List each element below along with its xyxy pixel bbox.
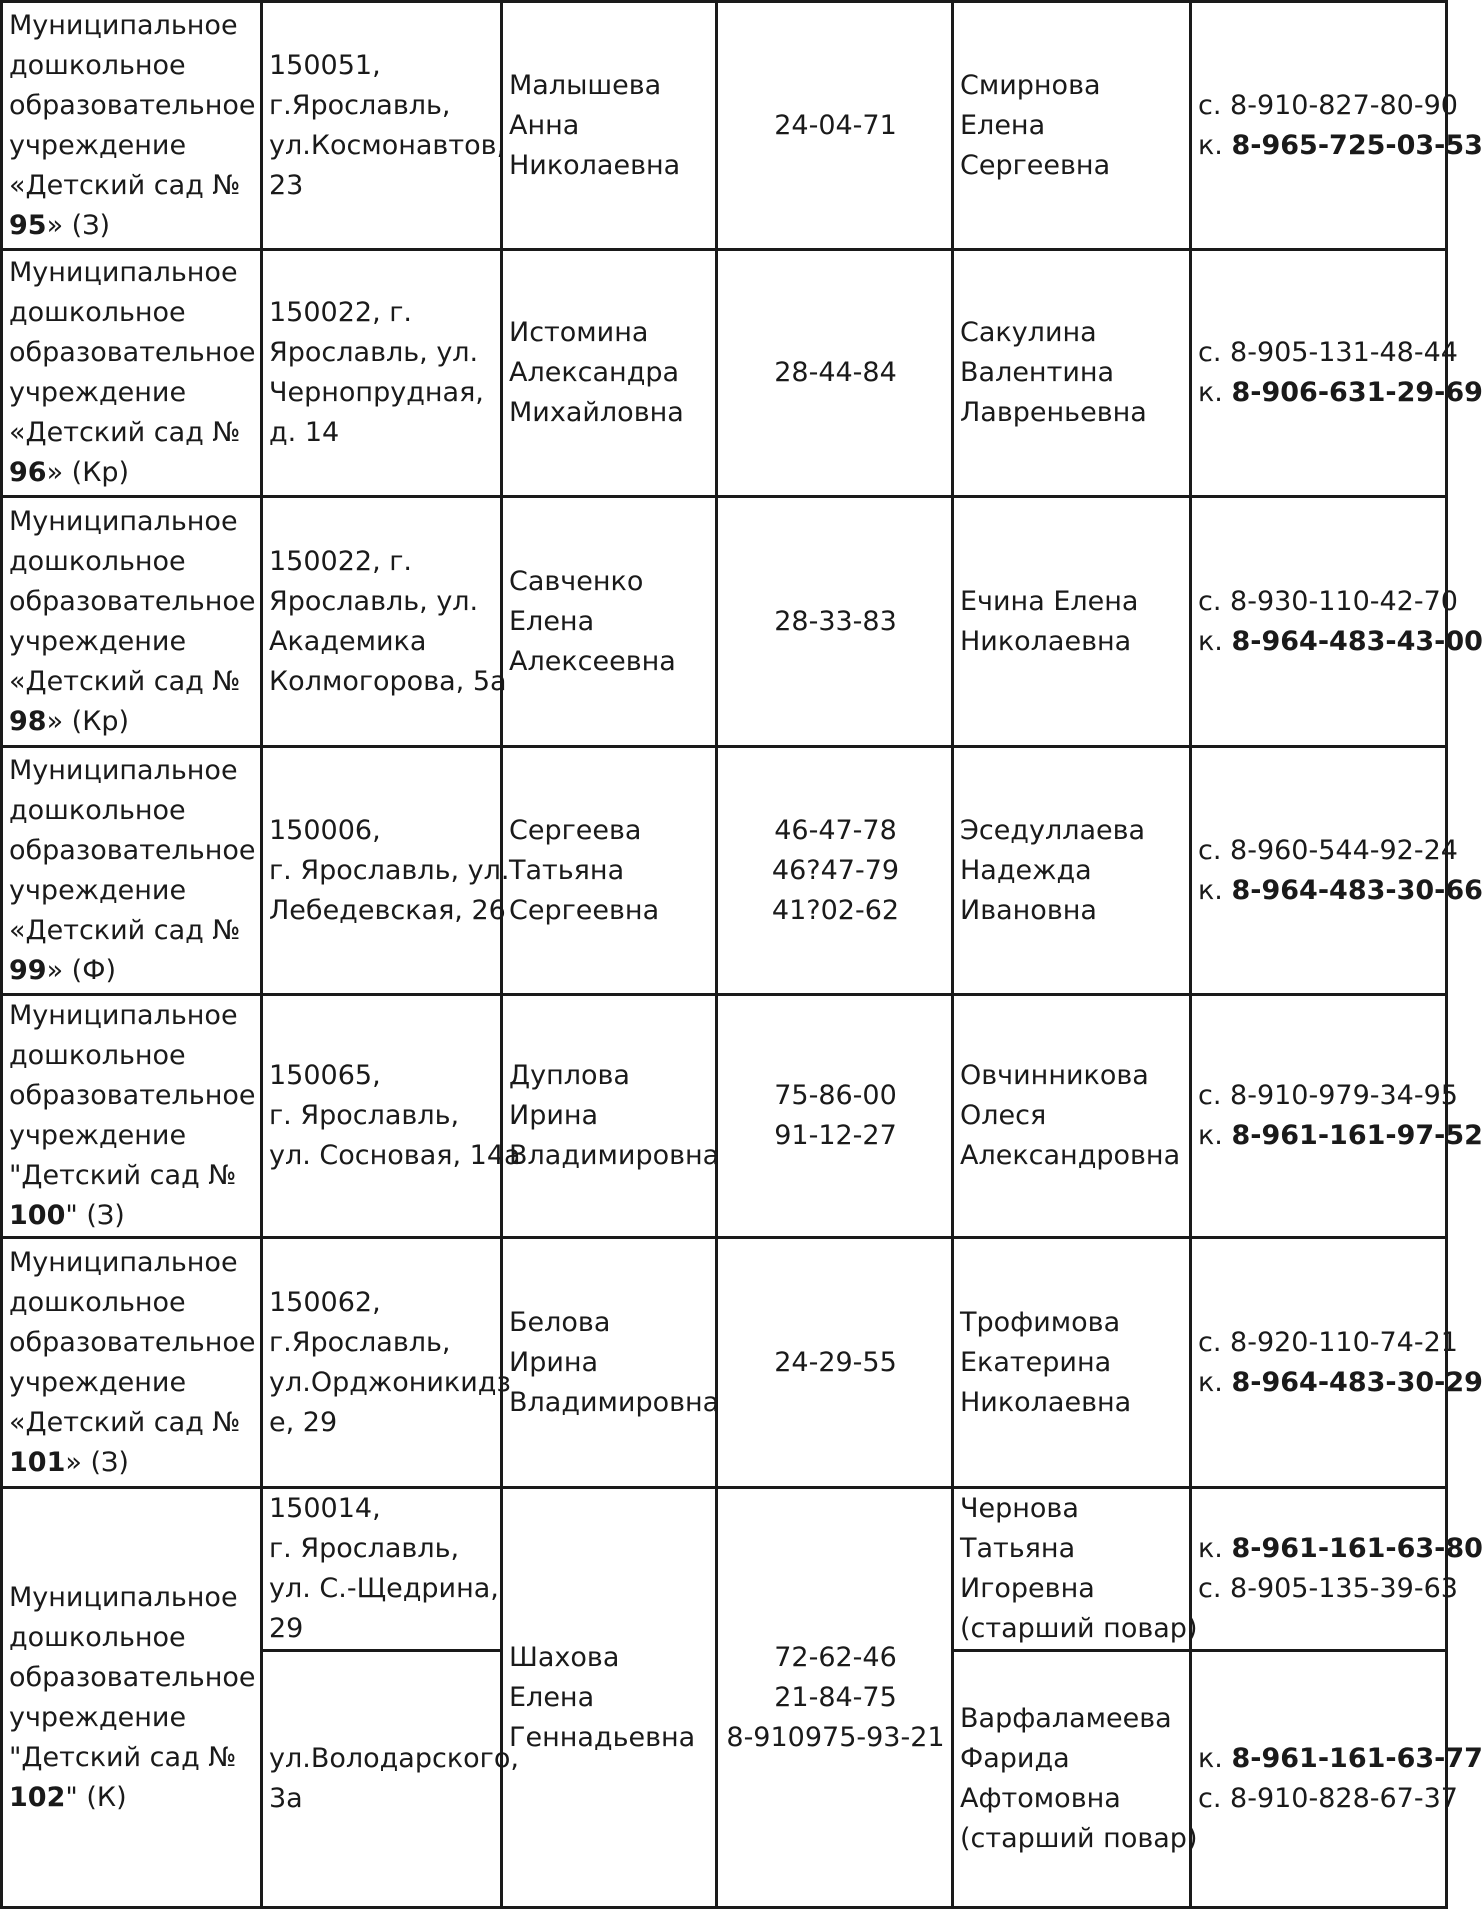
institution-name-line: образовательное xyxy=(9,89,256,121)
head-name-cell-line: Дуплова xyxy=(509,1060,630,1091)
institution-name-line: дошкольное xyxy=(9,794,186,826)
kindergarten-number: 96 xyxy=(9,457,47,488)
institution-name-line: образовательное xyxy=(9,1661,256,1693)
institution-name-line: «Детский сад № xyxy=(9,169,241,201)
address-cell-line: 150051, xyxy=(269,49,381,81)
mobile-phones-cell xyxy=(1191,1651,1483,1908)
head-name-cell xyxy=(502,497,717,747)
head-name-cell-line: Александра xyxy=(509,357,680,388)
mobile-phone-number: 8-964-483-43-00 xyxy=(1231,625,1483,657)
institution-name-line: Муниципальное xyxy=(9,1581,238,1613)
address-cell xyxy=(262,250,502,497)
mobile-phones-cell xyxy=(1191,747,1483,995)
table-row xyxy=(2,497,1447,747)
institution-name-line: дошкольное xyxy=(9,545,186,577)
table-row xyxy=(2,1238,1447,1488)
cook-name-cell-line: Николаевна xyxy=(960,1386,1132,1418)
head-name-cell-line: Геннадьевна xyxy=(509,1721,696,1753)
institution-name-line: Муниципальное xyxy=(9,754,238,786)
address-cell-line: е, 29 xyxy=(269,1406,338,1438)
table-row xyxy=(2,1488,1447,1651)
mobile-phones-cell xyxy=(1191,250,1483,497)
institution-name-line: учреждение xyxy=(9,625,187,657)
cook-name-cell-line: Фарида xyxy=(960,1743,1070,1774)
mobile-phone-line xyxy=(1198,1739,1483,1779)
mobile-phone-line xyxy=(1198,1076,1458,1116)
cook-name-cell-line: Смирнова xyxy=(960,69,1101,101)
cook-name-cell xyxy=(953,747,1191,995)
address-cell-line: г.Ярославль, xyxy=(269,1326,451,1358)
address-cell-line: Ярославль, ул. xyxy=(269,337,479,368)
head-name-cell-line: Сергеева xyxy=(509,814,642,846)
institution-name-line: образовательное xyxy=(9,1080,256,1111)
address-cell-line: г.Ярославль, xyxy=(269,89,451,121)
table-row xyxy=(2,747,1447,995)
address-cell-line: 150022, г. xyxy=(269,297,413,328)
address-cell-line: Колмогорова, 5а xyxy=(269,665,507,697)
address-cell-line: Чернопрудная, xyxy=(269,377,484,408)
head-name-cell-line: Савченко xyxy=(509,565,644,597)
cook-name-cell-line: Татьяна xyxy=(960,1533,1076,1564)
cook-name-cell-line: Варфаламеева xyxy=(960,1703,1172,1734)
phone-type-prefix: с. xyxy=(1198,585,1222,617)
cook-name-cell-line: Ивановна xyxy=(960,894,1097,926)
kindergarten-number-line xyxy=(9,1443,256,1483)
institution-name-line: «Детский сад № xyxy=(9,1406,241,1438)
mobile-phone-number: 8-905-135-39-63 xyxy=(1230,1573,1458,1604)
institution-name-line: учреждение xyxy=(9,1701,187,1733)
mobile-phone-number: 8-905-131-48-44 xyxy=(1230,337,1458,368)
phone-cell xyxy=(717,747,953,995)
institution-name-line: "Детский сад № xyxy=(9,1741,237,1773)
address-cell xyxy=(262,747,510,995)
head-name-cell-line: Владимировна xyxy=(509,1140,720,1171)
cook-name-cell xyxy=(953,1238,1191,1488)
cook-name-cell-line: Валентина xyxy=(960,357,1115,388)
mobile-phones-cell xyxy=(1191,2,1483,250)
mobile-phone-line xyxy=(1198,333,1458,373)
head-name-cell-line: Елена xyxy=(509,605,595,637)
phone-type-prefix: к. xyxy=(1198,1743,1223,1774)
institution-name-line: Муниципальное xyxy=(9,1000,238,1031)
cook-name-cell xyxy=(953,995,1191,1238)
address-cell-line: 150022, г. xyxy=(269,545,413,577)
phone-type-prefix: к. xyxy=(1198,129,1223,161)
address-cell-line: ул. С.-Щедрина, xyxy=(269,1573,499,1604)
kindergarten-number-line xyxy=(9,206,256,246)
mobile-phone-number: 8-961-161-63-80 xyxy=(1231,1533,1483,1564)
head-name-cell xyxy=(502,1238,720,1488)
head-name-cell-line: Татьяна xyxy=(509,854,625,886)
address-cell xyxy=(262,497,507,747)
district-code: » (Ф) xyxy=(46,954,116,986)
cook-name-cell xyxy=(953,1488,1198,1651)
mobile-phone-line xyxy=(1198,831,1458,871)
institution-name-line: учреждение xyxy=(9,129,187,161)
address-cell xyxy=(262,995,521,1238)
address-cell-line: г. Ярославль, xyxy=(269,1100,460,1131)
kindergarten-number-line xyxy=(9,453,256,493)
address-cell xyxy=(262,1651,519,1908)
district-code: » (З) xyxy=(65,1446,129,1478)
phone-cell xyxy=(717,250,953,497)
phone-type-prefix: с. xyxy=(1198,1326,1222,1358)
head-name-cell xyxy=(502,995,720,1238)
mobile-phone-number: 8-961-161-63-77 xyxy=(1231,1743,1483,1774)
institution-name-cell xyxy=(2,747,262,995)
phone-cell-line: 28-33-83 xyxy=(774,605,897,637)
mobile-phone-number: 8-930-110-42-70 xyxy=(1230,585,1458,617)
institution-name-line: «Детский сад № xyxy=(9,914,241,946)
cook-name-cell xyxy=(953,497,1191,747)
phone-type-prefix: с. xyxy=(1198,337,1222,368)
institution-name-line: дошкольное xyxy=(9,1621,186,1653)
institution-name-line: образовательное xyxy=(9,585,256,617)
cook-name-cell-line: Овчинникова xyxy=(960,1060,1149,1091)
cook-name-cell xyxy=(953,250,1191,497)
phone-cell-line: 8-910975-93-21 xyxy=(726,1721,945,1753)
phone-cell xyxy=(717,497,953,747)
institution-name-cell xyxy=(2,497,262,747)
phone-type-prefix: с. xyxy=(1198,834,1222,866)
phone-cell xyxy=(717,1238,953,1488)
address-cell-line: ул. Сосновая, 14а xyxy=(269,1140,521,1171)
cook-name-cell-line: Александровна xyxy=(960,1140,1181,1171)
mobile-phone-line xyxy=(1198,373,1483,413)
head-name-cell-line: Ирина xyxy=(509,1346,599,1378)
institution-name-line: дошкольное xyxy=(9,297,186,328)
institution-name-cell xyxy=(2,995,262,1238)
mobile-phone-line xyxy=(1198,1569,1458,1609)
head-name-cell xyxy=(502,2,717,250)
institution-name-line: учреждение xyxy=(9,1120,187,1151)
head-name-cell-line: Владимировна xyxy=(509,1386,720,1418)
phone-cell xyxy=(717,995,953,1238)
head-name-cell-line: Анна xyxy=(509,109,580,141)
head-name-cell-line: Николаевна xyxy=(509,149,681,181)
cook-name-cell-line: Екатерина xyxy=(960,1346,1112,1378)
head-name-cell xyxy=(502,250,717,497)
phone-type-prefix: с. xyxy=(1198,1783,1222,1814)
cook-name-cell-line: Ечина Елена xyxy=(960,585,1139,617)
institution-name-line: Муниципальное xyxy=(9,1246,238,1278)
table-row xyxy=(2,995,1447,1238)
kindergarten-number-line xyxy=(9,1196,256,1236)
mobile-phone-line xyxy=(1198,622,1483,662)
mobile-phone-number: 8-910-827-80-90 xyxy=(1230,89,1458,121)
address-cell-line: ул.Космонавтов, xyxy=(269,129,506,161)
institution-name-line: образовательное xyxy=(9,834,256,866)
kindergarten-number-line xyxy=(9,951,256,991)
institution-name-line: учреждение xyxy=(9,1366,187,1398)
district-code: " (К) xyxy=(65,1781,127,1813)
phone-cell-line: 46-47-78 xyxy=(774,814,897,846)
kindergarten-number: 98 xyxy=(9,705,47,737)
phone-cell-line: 75-86-00 xyxy=(774,1080,897,1111)
institution-name-line: образовательное xyxy=(9,1326,256,1358)
mobile-phones-cell xyxy=(1191,1488,1483,1651)
mobile-phone-number: 8-964-483-30-29 xyxy=(1231,1366,1483,1398)
mobile-phone-number: 8-920-110-74-21 xyxy=(1230,1326,1458,1358)
phone-type-prefix: к. xyxy=(1198,625,1223,657)
mobile-phone-number: 8-961-161-97-52 xyxy=(1231,1120,1483,1151)
mobile-phone-line xyxy=(1198,1363,1483,1403)
address-cell-line: 23 xyxy=(269,169,304,201)
head-name-cell-line: Ирина xyxy=(509,1100,599,1131)
institution-name-line: "Детский сад № xyxy=(9,1160,237,1191)
mobile-phone-number: 8-964-483-30-66 xyxy=(1231,874,1483,906)
cook-name-cell-line: Олеся xyxy=(960,1100,1047,1131)
address-cell xyxy=(262,1488,502,1651)
mobile-phone-number: 8-906-631-29-69 xyxy=(1231,377,1483,408)
institution-name-line: Муниципальное xyxy=(9,257,238,288)
mobile-phone-number: 8-910-979-34-95 xyxy=(1230,1080,1458,1111)
address-cell xyxy=(262,1238,511,1488)
table-row xyxy=(2,250,1447,497)
mobile-phone-line xyxy=(1198,1779,1458,1819)
kindergarten-number-line xyxy=(9,702,256,742)
cook-name-cell-line: Трофимова xyxy=(960,1306,1121,1338)
institution-name-cell xyxy=(2,1488,262,1908)
cook-name-cell-line: Елена xyxy=(960,109,1046,141)
head-name-cell-line: Истомина xyxy=(509,317,649,348)
address-cell-line: Ярославль, ул. xyxy=(269,585,479,617)
address-cell-line: ул.Володарского, xyxy=(269,1743,519,1774)
kindergarten-number-line xyxy=(9,1778,256,1818)
cook-name-cell-line: (старший повар) xyxy=(960,1823,1198,1854)
phone-cell xyxy=(717,1488,953,1908)
cook-name-cell xyxy=(953,1651,1198,1908)
phone-type-prefix: к. xyxy=(1198,377,1223,408)
mobile-phone-line xyxy=(1198,871,1483,911)
kindergarten-number: 102 xyxy=(9,1781,66,1813)
phone-type-prefix: с. xyxy=(1198,1080,1222,1111)
district-code: " (З) xyxy=(65,1200,125,1231)
address-cell-line: д. 14 xyxy=(269,417,340,448)
cook-name-cell-line: Николаевна xyxy=(960,625,1132,657)
address-cell-line: 150014, xyxy=(269,1493,381,1524)
cook-name-cell-line: Игоревна xyxy=(960,1573,1095,1604)
phone-type-prefix: с. xyxy=(1198,1573,1222,1604)
phone-cell-line: 24-04-71 xyxy=(774,109,897,141)
institution-name-line: учреждение xyxy=(9,874,187,906)
phone-cell-line: 72-62-46 xyxy=(774,1641,897,1673)
phone-cell-line: 46?47-79 xyxy=(771,854,900,886)
address-cell-line: 150062, xyxy=(269,1286,381,1318)
address-cell-line: 3а xyxy=(269,1783,303,1814)
institution-name-cell xyxy=(2,2,262,250)
cook-name-cell-line: Чернова xyxy=(960,1493,1079,1524)
institution-name-cell xyxy=(2,250,262,497)
address-cell-line: ул.Орджоникидз xyxy=(269,1366,511,1398)
phone-cell-line: 91-12-27 xyxy=(774,1120,897,1151)
institution-name-line: образовательное xyxy=(9,337,256,368)
head-name-cell-line: Сергеевна xyxy=(509,894,660,926)
phone-cell xyxy=(717,2,953,250)
district-code: » (Кр) xyxy=(46,705,130,737)
kindergarten-number: 95 xyxy=(9,209,47,241)
institution-name-line: «Детский сад № xyxy=(9,417,241,448)
phone-cell-line: 41?02-62 xyxy=(771,894,900,926)
mobile-phone-line xyxy=(1198,86,1458,126)
head-name-cell-line: Белова xyxy=(509,1306,611,1338)
mobile-phone-line xyxy=(1198,1323,1458,1363)
head-name-cell-line: Шахова xyxy=(509,1641,620,1673)
institution-name-line: Муниципальное xyxy=(9,9,238,41)
address-cell xyxy=(262,2,506,250)
phone-cell-line: 28-44-84 xyxy=(774,357,897,388)
head-name-cell xyxy=(502,747,717,995)
institution-name-line: дошкольное xyxy=(9,49,186,81)
cook-name-cell-line: (старший повар) xyxy=(960,1613,1198,1644)
phone-cell-line: 24-29-55 xyxy=(774,1346,897,1378)
district-code: » (Кр) xyxy=(46,457,130,488)
institution-name-line: «Детский сад № xyxy=(9,665,241,697)
district-code: » (З) xyxy=(46,209,111,241)
mobile-phone-line xyxy=(1198,582,1458,622)
address-cell-line: г. Ярославль, ул. xyxy=(269,854,510,886)
mobile-phone-line xyxy=(1198,1529,1483,1569)
institution-name-line: дошкольное xyxy=(9,1040,186,1071)
institution-name-line: дошкольное xyxy=(9,1286,186,1318)
phone-type-prefix: к. xyxy=(1198,1366,1223,1398)
address-cell-line: 29 xyxy=(269,1613,304,1644)
phone-type-prefix: к. xyxy=(1198,874,1223,906)
address-cell-line: г. Ярославль, xyxy=(269,1533,460,1564)
cook-name-cell xyxy=(953,2,1191,250)
head-name-cell-line: Алексеевна xyxy=(509,645,676,677)
mobile-phone-number: 8-960-544-92-24 xyxy=(1230,834,1458,866)
mobile-phones-cell xyxy=(1191,1238,1483,1488)
address-cell-line: 150065, xyxy=(269,1060,381,1091)
head-name-cell-line: Михайловна xyxy=(509,397,684,428)
head-name-cell xyxy=(502,1488,717,1908)
head-name-cell-line: Елена xyxy=(509,1681,595,1713)
phone-type-prefix: к. xyxy=(1198,1533,1223,1564)
kindergarten-number: 101 xyxy=(9,1446,66,1478)
mobile-phones-cell xyxy=(1191,995,1483,1238)
kindergarten-number: 100 xyxy=(9,1200,66,1231)
address-cell-line: Академика xyxy=(269,625,427,657)
cook-name-cell-line: Сергеевна xyxy=(960,149,1111,181)
address-cell-line: 150006, xyxy=(269,814,381,846)
kindergarten-number: 99 xyxy=(9,954,47,986)
phone-type-prefix: с. xyxy=(1198,89,1222,121)
mobile-phone-number: 8-965-725-03-53 xyxy=(1231,129,1483,161)
cook-name-cell-line: Афтомовна xyxy=(960,1783,1121,1814)
phone-cell-line: 21-84-75 xyxy=(774,1681,897,1713)
head-name-cell-line: Малышева xyxy=(509,69,662,101)
table-row xyxy=(2,2,1447,250)
institution-name-cell xyxy=(2,1238,262,1488)
cook-name-cell-line: Лавреньевна xyxy=(960,397,1147,428)
phone-type-prefix: к. xyxy=(1198,1120,1223,1151)
cook-name-cell-line: Сакулина xyxy=(960,317,1097,348)
mobile-phone-line xyxy=(1198,1116,1483,1156)
cook-name-cell-line: Эседуллаева xyxy=(960,814,1146,846)
institution-name-line: Муниципальное xyxy=(9,505,238,537)
institution-name-line: учреждение xyxy=(9,377,187,408)
mobile-phone-number: 8-910-828-67-37 xyxy=(1230,1783,1458,1814)
cook-name-cell-line: Надежда xyxy=(960,854,1092,886)
mobile-phones-cell xyxy=(1191,497,1483,747)
mobile-phone-line xyxy=(1198,126,1483,166)
address-cell-line: Лебедевская, 26 xyxy=(269,894,506,926)
